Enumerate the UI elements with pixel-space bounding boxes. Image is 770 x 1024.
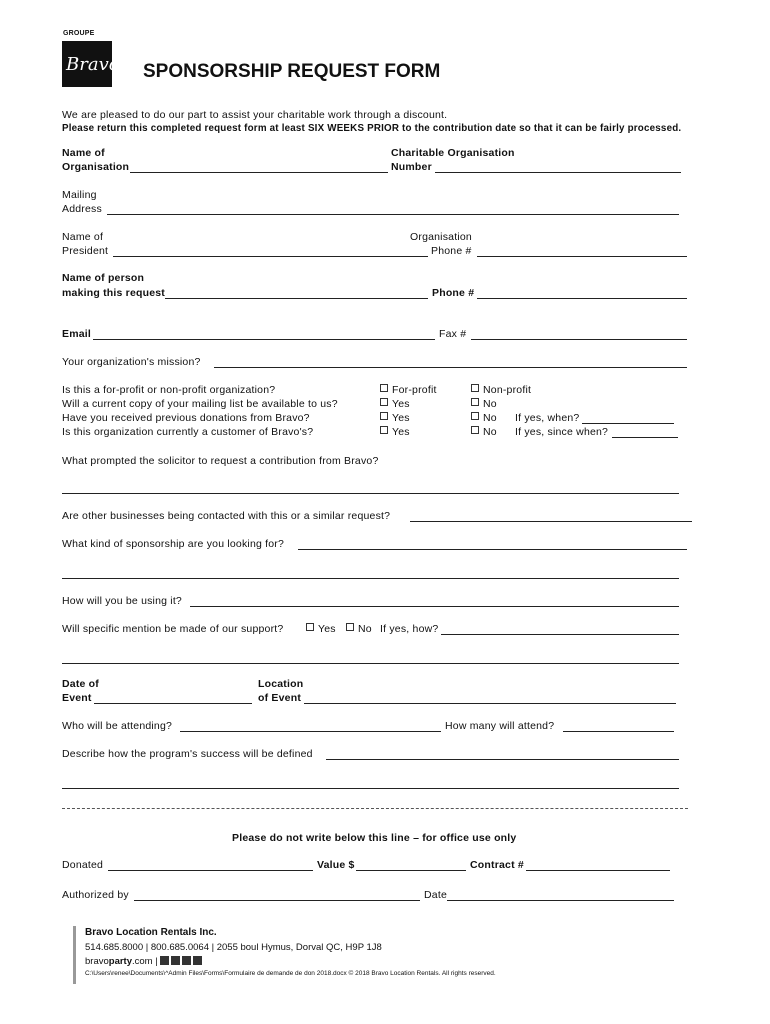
person-phone-label: Phone # bbox=[432, 287, 475, 299]
fax-field[interactable] bbox=[471, 330, 687, 340]
option-customer-no[interactable]: No bbox=[471, 426, 497, 438]
facebook-icon[interactable] bbox=[160, 956, 169, 965]
footer-accent-bar bbox=[73, 926, 76, 984]
event-date-field[interactable] bbox=[94, 694, 252, 704]
email-label: Email bbox=[62, 328, 92, 340]
question-previous-donations: Have you received previous donations from Bravo? bbox=[62, 412, 310, 424]
website-bold: party bbox=[108, 956, 132, 967]
checkbox-icon bbox=[306, 623, 314, 631]
option-for-profit[interactable]: For-profit bbox=[380, 384, 437, 396]
footer-company: Bravo Location Rentals Inc. bbox=[85, 927, 217, 938]
authorized-label: Authorized by bbox=[62, 889, 129, 901]
checkbox-icon bbox=[471, 412, 479, 420]
option-donations-yes[interactable]: Yes bbox=[380, 412, 410, 424]
attending-label: Who will be attending? bbox=[62, 720, 173, 732]
checkbox-icon bbox=[471, 426, 479, 434]
checkbox-icon bbox=[380, 384, 388, 392]
attendance-count-field[interactable] bbox=[563, 722, 674, 732]
event-location-label-1: Location bbox=[258, 678, 304, 690]
other-businesses-field[interactable] bbox=[410, 512, 692, 522]
attendance-count-label: How many will attend? bbox=[445, 720, 555, 732]
fax-label: Fax # bbox=[439, 328, 467, 340]
president-name-field[interactable] bbox=[113, 247, 428, 257]
pinterest-icon[interactable] bbox=[193, 956, 202, 965]
checkbox-icon bbox=[471, 398, 479, 406]
event-location-label-2: of Event bbox=[258, 692, 302, 704]
event-location-field[interactable] bbox=[304, 694, 676, 704]
checkbox-icon bbox=[380, 412, 388, 420]
footer-website[interactable] bbox=[85, 956, 204, 967]
person-phone-field[interactable] bbox=[477, 289, 687, 299]
logo-groupe-text: GROUPE bbox=[63, 30, 95, 37]
mention-how-field[interactable] bbox=[441, 625, 679, 635]
option-mailing-no[interactable]: No bbox=[471, 398, 497, 410]
mailing-address-field[interactable] bbox=[107, 205, 679, 215]
org-phone-label-2: Phone # bbox=[431, 245, 472, 257]
office-divider bbox=[62, 808, 688, 809]
success-field[interactable] bbox=[326, 750, 679, 760]
person-label-2: making this request bbox=[62, 287, 165, 299]
customer-since-field[interactable] bbox=[612, 428, 678, 438]
option-mention-yes[interactable]: Yes bbox=[306, 623, 336, 635]
donations-when-label: If yes, when? bbox=[515, 412, 580, 424]
option-mailing-yes[interactable]: Yes bbox=[380, 398, 410, 410]
mention-how-label: If yes, how? bbox=[380, 623, 439, 635]
org-name-label-2: Organisation bbox=[62, 161, 130, 173]
footer-file-path: C:\Users\renee\Documents\^Admin Files\Forms\Formulaire de demande de don 2018.docx © 2018 Bravo Location Rentals. All rights reserved. bbox=[85, 970, 496, 977]
sponsorship-kind-label: What kind of sponsorship are you looking for? bbox=[62, 538, 285, 550]
form-title: SPONSORSHIP REQUEST FORM bbox=[143, 61, 441, 82]
office-date-label: Date bbox=[424, 889, 447, 901]
office-use-notice: Please do not write below this line – for office use only bbox=[232, 832, 517, 844]
contract-label: Contract # bbox=[470, 859, 524, 871]
footer-contact: 514.685.8000 | 800.685.0064 | 2055 boul Hymus, Dorval QC, H9P 1J8 bbox=[85, 942, 382, 953]
value-label: Value $ bbox=[317, 859, 355, 871]
website-suffix: .com | bbox=[132, 956, 158, 967]
checkbox-icon bbox=[380, 398, 388, 406]
success-field-2[interactable] bbox=[62, 779, 679, 789]
person-name-field[interactable] bbox=[165, 289, 428, 299]
usage-field[interactable] bbox=[190, 597, 679, 607]
prompted-field[interactable] bbox=[62, 484, 679, 494]
mailing-label-2: Address bbox=[62, 203, 102, 215]
org-phone-label-1: Organisation bbox=[410, 231, 472, 243]
checkbox-icon bbox=[471, 384, 479, 392]
option-donations-no[interactable]: No bbox=[471, 412, 497, 424]
charity-number-label-2: Number bbox=[391, 161, 432, 173]
org-phone-field[interactable] bbox=[477, 247, 687, 257]
option-mention-no[interactable]: No bbox=[346, 623, 372, 635]
sponsorship-kind-field-2[interactable] bbox=[62, 569, 679, 579]
intro-line-2: Please return this completed request form at least SIX WEEKS PRIOR to the contribution date so that it can be fairly processed. bbox=[62, 123, 682, 134]
donated-field[interactable] bbox=[108, 861, 313, 871]
attending-field[interactable] bbox=[180, 722, 441, 732]
mention-label: Will specific mention be made of our support? bbox=[62, 623, 284, 635]
twitter-icon[interactable] bbox=[171, 956, 180, 965]
checkbox-icon bbox=[380, 426, 388, 434]
website-prefix: bravo bbox=[85, 956, 109, 967]
intro-line-1: We are pleased to do our part to assist your charitable work through a discount. bbox=[62, 109, 448, 121]
person-label-1: Name of person bbox=[62, 272, 145, 284]
authorized-field[interactable] bbox=[134, 891, 420, 901]
bravo-logo-script: Bravo bbox=[66, 54, 120, 75]
customer-since-label: If yes, since when? bbox=[515, 426, 609, 438]
question-profit: Is this a for-profit or non-profit organization? bbox=[62, 384, 276, 396]
mission-label: Your organization's mission? bbox=[62, 356, 201, 368]
office-date-field[interactable] bbox=[447, 891, 674, 901]
president-label-1: Name of bbox=[62, 231, 104, 243]
question-mailing-list: Will a current copy of your mailing list be available to us? bbox=[62, 398, 338, 410]
option-customer-yes[interactable]: Yes bbox=[380, 426, 410, 438]
instagram-icon[interactable] bbox=[182, 956, 191, 965]
mention-how-field-2[interactable] bbox=[62, 654, 679, 664]
donated-label: Donated bbox=[62, 859, 104, 871]
charity-number-field[interactable] bbox=[435, 163, 681, 173]
event-date-label-1: Date of bbox=[62, 678, 99, 690]
checkbox-icon bbox=[346, 623, 354, 631]
sponsorship-kind-field[interactable] bbox=[298, 540, 687, 550]
event-date-label-2: Event bbox=[62, 692, 92, 704]
contract-field[interactable] bbox=[526, 861, 670, 871]
value-field[interactable] bbox=[356, 861, 466, 871]
email-field[interactable] bbox=[93, 330, 435, 340]
president-label-2: President bbox=[62, 245, 109, 257]
charity-number-label-1: Charitable Organisation bbox=[391, 147, 515, 159]
other-businesses-label: Are other businesses being contacted with this or a similar request? bbox=[62, 510, 391, 522]
mission-field[interactable] bbox=[214, 358, 687, 368]
option-non-profit[interactable]: Non-profit bbox=[471, 384, 531, 396]
success-label: Describe how the program's success will be defined bbox=[62, 748, 313, 760]
donations-when-field[interactable] bbox=[582, 414, 674, 424]
prompted-label: What prompted the solicitor to request a contribution from Bravo? bbox=[62, 455, 379, 467]
usage-label: How will you be using it? bbox=[62, 595, 182, 607]
mailing-label-1: Mailing bbox=[62, 189, 97, 201]
org-name-label-1: Name of bbox=[62, 147, 105, 159]
question-customer: Is this organization currently a customer of Bravo's? bbox=[62, 426, 314, 438]
org-name-field[interactable] bbox=[130, 163, 388, 173]
